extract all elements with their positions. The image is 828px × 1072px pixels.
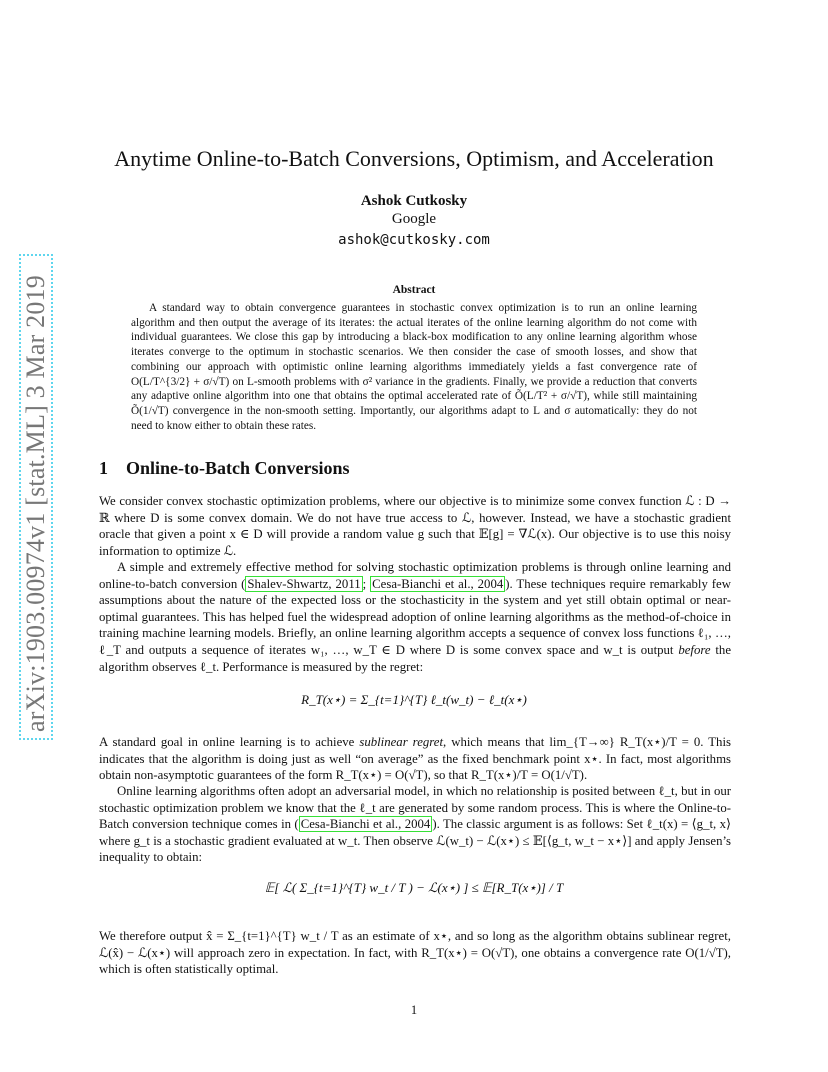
paragraph-2-part-a: A simple and extremely effective method for solving stochastic optimization problems is through online learning and online-to-batch conversion ( xyxy=(99,560,731,591)
citation-shalev-shwartz-2011[interactable]: Shalev-Shwartz, 2011 xyxy=(247,576,361,591)
citation-cesa-bianchi-2004[interactable]: Cesa-Bianchi et al., 2004 xyxy=(372,576,504,591)
abstract-heading: Abstract xyxy=(392,284,436,296)
abstract-text: A standard way to obtain convergence guarantees in stochastic convex optimization is to run an online learning algorithm and then output the average of its iterates: the actual iterates of the online learning algorithm do not come with individual guarantees. We close this gap by introducing a black-box modification to any online learning algorithm whose iterates converge to the optimum in stochastic scenarios. We then consider the case of smooth losses, and show that combining our approach with optimistic online learning algorithms immediately yields a fast convergence rate of O(L/T^{3/2} + σ/√T) on L-smooth problems with σ² variance in the gradients. Finally, we provide a reduction that converts any adaptive online algorithm into one that obtains the optimal accelerated rate of Õ(L/T² + σ/√T), while still maintaining Õ(1/√T) convergence in the non-smooth setting. Importantly, our algorithms adapt to L and σ automatically: they do not need to know either to obtain these rates. xyxy=(131,302,697,432)
paragraph-2-part-b: ). These techniques require remarkably few assumptions about the nature of the expected loss or the stochasticity in the system and yet still obtain optimal or near-optimal guarantees. This has helped fuel the widespread adoption of online learning algorithms as the method-of-choice in training machine learning models. Briefly, an online learning algorithm accepts a sequence of convex loss functions ℓ₁, …, ℓ_T and outputs a sequence of iterates w₁, …, w_T ∈ D where D is some convex space and w_t is output xyxy=(99,576,731,657)
author-name: Ashok Cutkosky xyxy=(360,193,468,209)
paragraph-2-part-c: the algorithm observes ℓ_t. Performance is measured by the regret: xyxy=(99,642,732,674)
paragraph-1: We consider convex stochastic optimization problems, where our objective is to minimize some convex function ℒ : D → ℝ where D is some convex domain. We do not have true access to ℒ, however. Instead, we have a stochastic gradient oracle that given a point x ∈ D will provide a random value g such that 𝔼[g] = ∇ℒ(x). Our objective is to use this noisy information to optimize ℒ. xyxy=(99,494,731,558)
paragraph-4-part-b: ). The classic argument is as follows: Set ℓ_t(x) = ⟨g_t, x⟩ where g_t is a stochastic gradient evaluated at w_t. Then observe ℒ(w_t) − ℒ(x⋆) ≤ 𝔼[⟨g_t, w_t − x⋆⟩] and apply Jensen’s inequality to obtain: xyxy=(99,817,732,865)
arxiv-identifier-link[interactable]: arXiv:1903.00974v1 [stat.ML] 3 Mar 2019 xyxy=(19,254,53,740)
regret-equation: R_T(x⋆) = Σ_{t=1}^{T} ℓ_t(w_t) − ℓ_t(x⋆) xyxy=(301,692,527,707)
emphasis-sublinear-regret: sublinear regret xyxy=(359,735,444,749)
section-title: Online-to-Batch Conversions xyxy=(126,458,350,478)
page-number: 1 xyxy=(410,1003,418,1017)
citation-cesa-bianchi-2004-b[interactable]: Cesa-Bianchi et al., 2004 xyxy=(300,817,431,832)
paragraph-5: We therefore output x̂ = Σ_{t=1}^{T} w_t / T as an estimate of x⋆, and so long as the algorithm obtains sublinear regret, ℒ(x̂) − ℒ(x⋆) will approach zero in expectation. In fact, with R_T(x⋆) = O(√T), one obtains a convergence rate O(1/√T), which is often statistically optimal. xyxy=(99,929,731,977)
section-heading xyxy=(99,458,350,479)
jensen-equation: 𝔼[ ℒ( Σ_{t=1}^{T} w_t / T ) − ℒ(x⋆) ] ≤ 𝔼[R_T(x⋆)] / T xyxy=(264,880,564,895)
emphasis-before: before xyxy=(678,642,711,657)
section-number: 1 xyxy=(99,458,108,478)
paragraph-3-part-a: A standard goal in online learning is to achieve xyxy=(99,735,355,749)
author-email: ashok@cutkosky.com xyxy=(338,232,490,248)
author-affiliation: Google xyxy=(391,211,437,227)
paragraph-4-part-a: Online learning algorithms often adopt an adversarial model, in which no relationship is posited between ℓ_t, but in our stochastic optimization problem we know that the ℓ_t are generated by some random process. This is where the Online-to-Batch conversion technique comes in ( xyxy=(99,784,731,832)
paragraph-3 xyxy=(99,734,731,784)
paragraph-3-part-b: , which means that lim_{T→∞} R_T(x⋆)/T = 0. This indicates that the algorithm is doing just as well “on average” as the fixed benchmark point x⋆. In fact, most algorithms obtain non-asymptotic guarantees of the form R_T(x⋆) = O(√T), so that R_T(x⋆)/T = O(1/√T). xyxy=(99,735,731,783)
paragraph-4 xyxy=(99,783,731,866)
paragraph-2: A simple and extremely effective method for solving stochastic optimization problems is through online learning and online-to-batch conversion ( Shalev-Shwartz, 2011 ; Cesa-Bianchi et al., 2004 ). These techniques require remarkably few assumptions about the nature of the expected loss or the stochasticity in the system and yet still obtain optimal or near-optimal guarantees. This has helped fuel the widespread adoption of online learning algorithms as the method-of-choice in training machine learning models. Briefly, an online learning algorithm accepts a sequence of convex loss functions ℓ₁, …, ℓ_T and outputs a sequence of iterates w₁, …, w_T ∈ D where D is some convex space and w_t is output before the algorithm observes ℓ_t. Performance is measured by the regret: xyxy=(99,560,732,674)
paper-title: Anytime Online-to-Batch Conversions, Optimism, and Acceleration xyxy=(114,146,714,171)
